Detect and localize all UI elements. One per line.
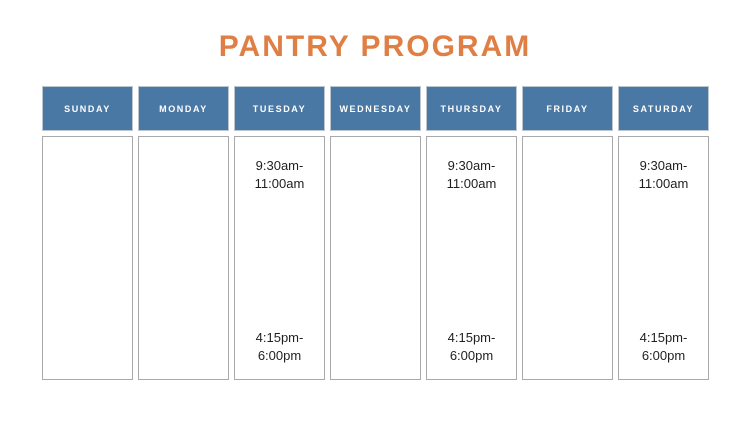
day-cell-wednesday [330, 136, 421, 380]
day-cell-monday [138, 136, 229, 380]
evening-time: 4:15pm- 6:00pm [255, 330, 304, 363]
day-header-saturday: SATURDAY [618, 86, 709, 131]
morning-time: 9:30am- 11:00am [446, 158, 497, 191]
day-cell-sunday [42, 136, 133, 380]
schedule-row [42, 136, 709, 380]
morning-time: 9:30am- 11:00am [254, 158, 305, 191]
day-cell-tuesday [234, 136, 325, 380]
day-header-tuesday: TUESDAY [234, 86, 325, 131]
day-header-wednesday: WEDNESDAY [330, 86, 421, 131]
day-cell-thursday [426, 136, 517, 380]
day-cell-friday [522, 136, 613, 380]
day-header-thursday: THURSDAY [426, 86, 517, 131]
evening-time: 4:15pm- 6:00pm [447, 330, 496, 363]
day-header-row [42, 86, 709, 131]
evening-time: 4:15pm- 6:00pm [639, 330, 688, 363]
day-header-sunday: SUNDAY [42, 86, 133, 131]
page-title: PANTRY PROGRAM [218, 30, 532, 63]
morning-time: 9:30am- 11:00am [638, 158, 689, 191]
day-cell-saturday [618, 136, 709, 380]
day-header-monday: MONDAY [138, 86, 229, 131]
day-header-friday: FRIDAY [522, 86, 613, 131]
